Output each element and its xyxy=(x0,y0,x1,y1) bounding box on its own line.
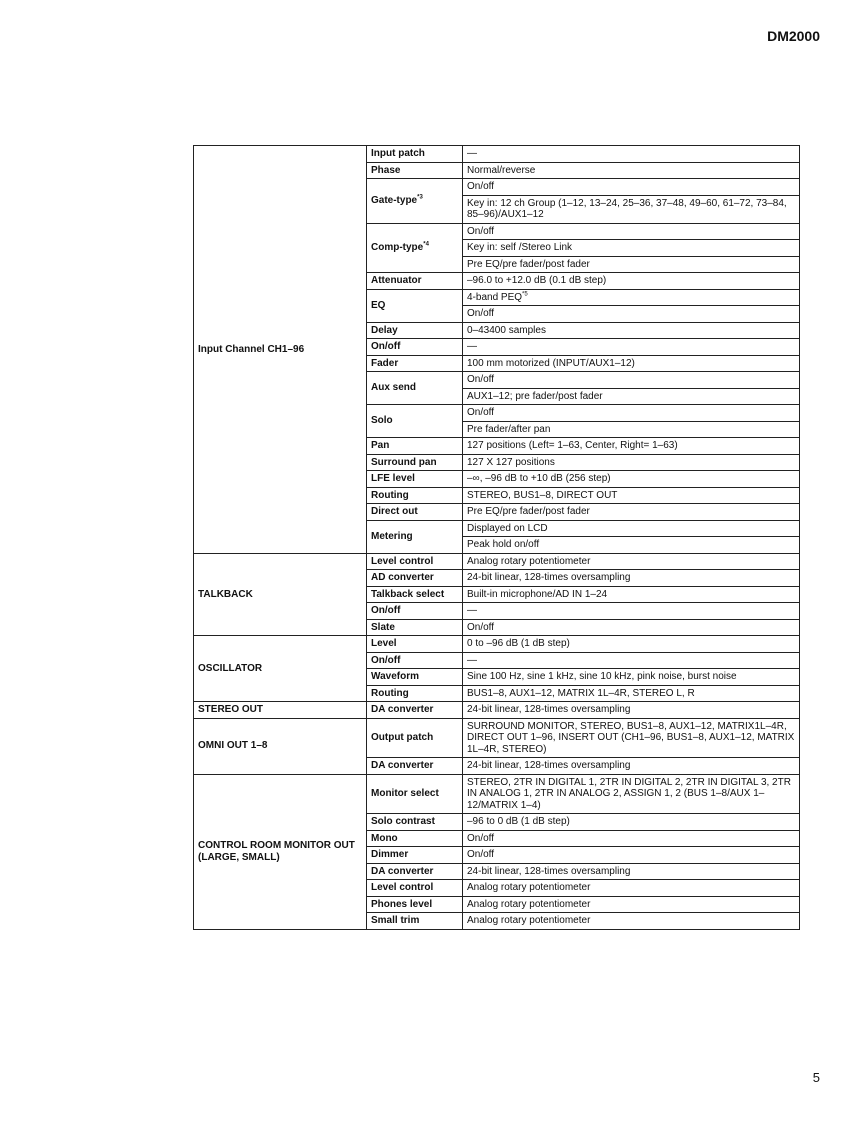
param-name-cell xyxy=(367,339,463,356)
param-value: On/off xyxy=(467,832,495,844)
param-value: On/off xyxy=(467,308,495,319)
param-name: Talkback select xyxy=(371,588,445,600)
param-value: — xyxy=(467,148,477,159)
param-name-cell xyxy=(367,847,463,864)
param-value-cell xyxy=(463,355,800,372)
param-value-cell xyxy=(463,553,800,570)
footnote-ref: *4 xyxy=(423,241,429,248)
param-value: On/off xyxy=(467,181,495,192)
param-name-cell xyxy=(367,718,463,758)
param-name-cell xyxy=(367,685,463,702)
group-name: TALKBACK xyxy=(194,553,367,636)
param-value-cell xyxy=(463,603,800,620)
param-value-cell xyxy=(463,273,800,290)
param-name-cell xyxy=(367,774,463,814)
param-name-cell xyxy=(367,652,463,669)
param-name: Waveform xyxy=(371,671,419,682)
param-value-cell xyxy=(463,162,800,179)
group-name: Input Channel CH1–96 xyxy=(194,146,367,554)
param-value-cell xyxy=(463,863,800,880)
param-name: Pan xyxy=(371,440,390,451)
param-name: Routing xyxy=(371,489,409,501)
param-value: Key in: self /Stereo Link xyxy=(467,242,573,253)
param-name: Output patch xyxy=(371,732,434,743)
param-name: Phase xyxy=(371,164,401,176)
param-name: Solo xyxy=(371,415,393,427)
param-value: Analog rotary potentiometer xyxy=(467,898,591,910)
param-name-cell xyxy=(367,913,463,930)
param-value-cell xyxy=(463,774,800,814)
param-name: Routing xyxy=(371,687,409,699)
param-value: BUS1–8, AUX1–12, MATRIX 1L–4R, STEREO L, R xyxy=(467,687,695,699)
param-value-cell xyxy=(463,702,800,719)
param-name: Dimmer xyxy=(371,849,409,860)
param-value-cell xyxy=(463,847,800,864)
param-value-cell xyxy=(463,504,800,521)
param-value: On/off xyxy=(467,849,495,860)
param-value: Analog rotary potentiometer xyxy=(467,915,591,926)
param-value: On/off xyxy=(467,225,495,237)
param-value: STEREO, BUS1–8, DIRECT OUT xyxy=(467,489,618,501)
param-value: STEREO, 2TR IN DIGITAL 1, 2TR IN DIGITAL 2, 2TR IN DIGITAL 3, 2TR IN ANALOG 1, 2TR IN ANALOG 2, ASSIGN 1, 2 (BUS 1–8/AUX 1–12/MATRIX 1–4) xyxy=(467,776,791,811)
param-value: –∞, –96 dB to +10 dB (256 step) xyxy=(467,473,611,484)
param-value-cell xyxy=(463,685,800,702)
param-value: Analog rotary potentiometer xyxy=(467,555,591,567)
param-value: — xyxy=(467,341,477,352)
param-name-cell xyxy=(367,896,463,913)
param-name: DA converter xyxy=(371,865,434,877)
table-row xyxy=(194,146,800,163)
param-value-cell xyxy=(463,570,800,587)
param-value: Displayed on LCD xyxy=(467,522,548,534)
param-value-cell xyxy=(463,586,800,603)
param-name-cell xyxy=(367,405,463,438)
param-value: On/off xyxy=(467,407,495,418)
param-value-cell xyxy=(463,454,800,471)
param-value-cell xyxy=(463,421,800,438)
param-name: DA converter xyxy=(371,760,434,771)
param-name-cell xyxy=(367,289,463,322)
param-value-cell xyxy=(463,405,800,422)
param-name-cell xyxy=(367,758,463,775)
param-value-cell xyxy=(463,896,800,913)
param-value-cell xyxy=(463,471,800,488)
param-name-cell xyxy=(367,438,463,455)
param-name: Delay xyxy=(371,324,398,336)
param-value: AUX1–12; pre fader/post fader xyxy=(467,390,603,402)
table-row xyxy=(194,636,800,653)
footnote-ref: *3 xyxy=(417,194,423,201)
param-name-cell xyxy=(367,162,463,179)
param-name-cell xyxy=(367,146,463,163)
param-name: Level xyxy=(371,638,397,649)
spec-table-body xyxy=(194,146,800,930)
table-row xyxy=(194,774,800,814)
param-value: 24-bit linear, 128-times oversampling xyxy=(467,865,631,877)
param-value-cell xyxy=(463,372,800,389)
param-value: 0 to –96 dB (1 dB step) xyxy=(467,638,570,649)
param-name: Surround pan xyxy=(371,456,437,468)
param-name-cell xyxy=(367,487,463,504)
param-name-cell xyxy=(367,814,463,831)
table-row xyxy=(194,553,800,570)
param-name: Phones level xyxy=(371,898,433,910)
param-value-cell xyxy=(463,438,800,455)
param-name-cell xyxy=(367,520,463,553)
param-name: Comp-type xyxy=(371,242,424,253)
param-name-cell xyxy=(367,830,463,847)
param-value-cell xyxy=(463,652,800,669)
param-value-cell xyxy=(463,669,800,686)
param-value: Analog rotary potentiometer xyxy=(467,882,591,893)
param-value-cell xyxy=(463,913,800,930)
param-value-cell xyxy=(463,619,800,636)
param-value: On/off xyxy=(467,374,495,385)
param-value: Pre EQ/pre fader/post fader xyxy=(467,258,590,270)
param-value: 100 mm motorized (INPUT/AUX1–12) xyxy=(467,357,635,369)
param-name: On/off xyxy=(371,605,401,616)
param-name: Solo contrast xyxy=(371,816,435,827)
param-value-cell xyxy=(463,146,800,163)
param-name: Fader xyxy=(371,357,399,369)
param-name-cell xyxy=(367,603,463,620)
param-value: SURROUND MONITOR, STEREO, BUS1–8, AUX1–12, MATRIX1L–4R, DIRECT OUT 1–96, INSERT OUT (CH1–96, BUS1–8, AUX1–12, MATRIX 1L–4R, STEREO) xyxy=(467,720,795,755)
param-name-cell xyxy=(367,504,463,521)
param-name: Direct out xyxy=(371,506,418,517)
param-value-cell xyxy=(463,339,800,356)
param-value-cell xyxy=(463,256,800,273)
param-value: — xyxy=(467,654,477,666)
param-value: 24-bit linear, 128-times oversampling xyxy=(467,760,631,771)
group-name: OSCILLATOR xyxy=(194,636,367,702)
group-name: CONTROL ROOM MONITOR OUT (LARGE, SMALL) xyxy=(194,774,367,929)
param-name: DA converter xyxy=(371,704,434,715)
param-value-cell xyxy=(463,223,800,240)
param-value: Normal/reverse xyxy=(467,164,536,176)
param-value: 24-bit linear, 128-times oversampling xyxy=(467,572,631,583)
param-value-cell xyxy=(463,195,800,223)
param-name-cell xyxy=(367,880,463,897)
param-name-cell xyxy=(367,586,463,603)
param-name-cell xyxy=(367,553,463,570)
param-value-cell xyxy=(463,322,800,339)
param-name-cell xyxy=(367,355,463,372)
param-name-cell xyxy=(367,322,463,339)
param-name: Monitor select xyxy=(371,788,439,799)
group-name: OMNI OUT 1–8 xyxy=(194,718,367,774)
param-name-cell xyxy=(367,570,463,587)
param-name-cell xyxy=(367,619,463,636)
param-name: Mono xyxy=(371,832,398,844)
param-name-cell xyxy=(367,636,463,653)
param-value-cell xyxy=(463,814,800,831)
param-value-cell xyxy=(463,537,800,554)
param-value-cell xyxy=(463,718,800,758)
param-name: Metering xyxy=(371,530,413,542)
param-name-cell xyxy=(367,863,463,880)
param-name: Attenuator xyxy=(371,275,422,286)
param-value-cell xyxy=(463,179,800,196)
param-name-cell xyxy=(367,273,463,290)
param-value-cell xyxy=(463,240,800,257)
param-value: 127 positions (Left= 1–63, Center, Right= 1–63) xyxy=(467,440,678,451)
param-value: –96.0 to +12.0 dB (0.1 dB step) xyxy=(467,275,607,286)
param-value-cell xyxy=(463,758,800,775)
param-name-cell xyxy=(367,702,463,719)
table-row xyxy=(194,702,800,719)
param-value: 0–43400 samples xyxy=(467,324,546,336)
param-value: 127 X 127 positions xyxy=(467,456,555,468)
param-name: Aux send xyxy=(371,382,417,394)
param-name: On/off xyxy=(371,654,401,666)
param-value-cell xyxy=(463,289,800,306)
param-value: Pre fader/after pan xyxy=(467,423,551,435)
param-name-cell xyxy=(367,179,463,224)
spec-table xyxy=(193,145,800,930)
param-name: EQ xyxy=(371,299,386,311)
param-value-cell xyxy=(463,520,800,537)
param-name: Slate xyxy=(371,621,395,633)
param-value-cell xyxy=(463,636,800,653)
footnote-ref: *5 xyxy=(522,291,528,298)
param-value: Key in: 12 ch Group (1–12, 13–24, 25–36, 37–48, 49–60, 61–72, 73–84, 85–96)/AUX1–12 xyxy=(467,197,787,220)
param-name: On/off xyxy=(371,341,401,352)
param-name-cell xyxy=(367,223,463,273)
param-value-cell xyxy=(463,830,800,847)
param-name-cell xyxy=(367,669,463,686)
table-row xyxy=(194,718,800,758)
param-value: Built-in microphone/AD IN 1–24 xyxy=(467,588,608,600)
param-name: LFE level xyxy=(371,473,415,484)
param-name-cell xyxy=(367,471,463,488)
param-value: 24-bit linear, 128-times oversampling xyxy=(467,704,631,715)
param-value-cell xyxy=(463,487,800,504)
param-name: Level control xyxy=(371,555,434,567)
param-value: –96 to 0 dB (1 dB step) xyxy=(467,816,570,827)
param-value: 4-band PEQ xyxy=(467,291,523,303)
param-name: Input patch xyxy=(371,148,425,159)
param-name-cell xyxy=(367,454,463,471)
param-value-cell xyxy=(463,306,800,323)
param-value-cell xyxy=(463,388,800,405)
param-value: Peak hold on/off xyxy=(467,539,540,550)
param-value-cell xyxy=(463,880,800,897)
page-number: 5 xyxy=(812,1070,820,1085)
param-value: — xyxy=(467,605,477,616)
param-value: Sine 100 Hz, sine 1 kHz, sine 10 kHz, pink noise, burst noise xyxy=(467,671,737,682)
group-name: STEREO OUT xyxy=(194,702,367,719)
param-name-cell xyxy=(367,372,463,405)
param-name: Level control xyxy=(371,882,434,893)
param-value: On/off xyxy=(467,621,495,633)
param-name: Small trim xyxy=(371,915,420,926)
param-name: AD converter xyxy=(371,572,434,583)
param-name: Gate-type xyxy=(371,195,418,206)
param-value: Pre EQ/pre fader/post fader xyxy=(467,506,590,517)
document-title: DM2000 xyxy=(767,28,820,44)
